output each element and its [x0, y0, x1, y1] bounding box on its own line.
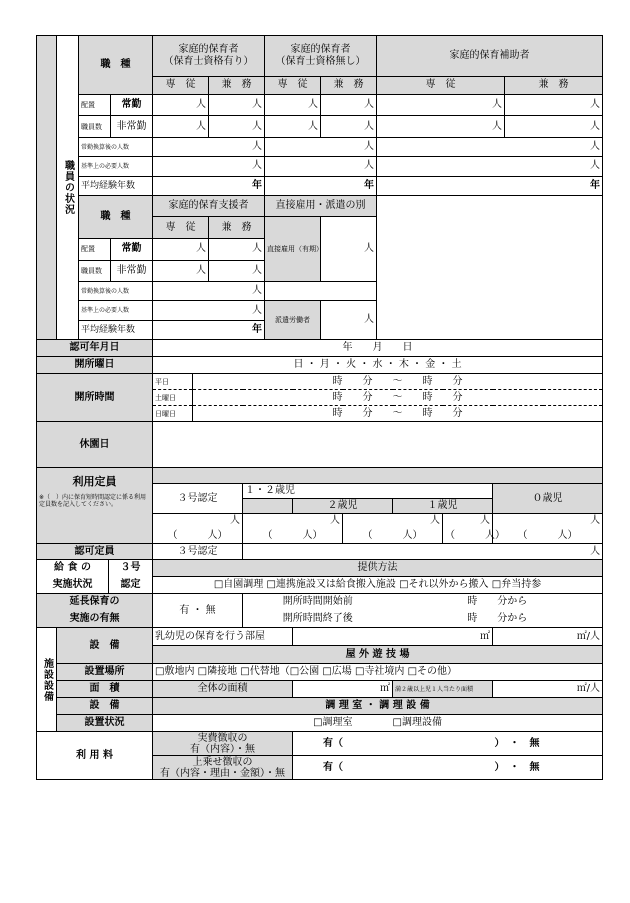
saturday-label: 土曜日: [153, 390, 193, 406]
cell-unit[interactable]: 人: [265, 116, 321, 138]
staff-side-label: 職員の状況: [57, 36, 79, 340]
shokuin-su-label: 職員数: [79, 116, 111, 138]
riyou-teiin-note: ※（ ）内に保育短時間認定に係る利用定員数を記入してください。: [39, 494, 147, 508]
hijokin-label-2: 非常勤: [111, 260, 153, 282]
kyushoku-label-bot: 実施状況: [37, 577, 109, 594]
shisetsu-side-label: 施設設備: [37, 628, 57, 732]
cell-unit-year[interactable]: 年: [153, 176, 265, 195]
teiin-3go-nin[interactable]: 人: [153, 514, 243, 529]
cell-unit[interactable]: 人: [153, 138, 265, 157]
sen-header-3: 専 従: [377, 76, 505, 94]
col-12: １・２歳児: [243, 484, 493, 499]
jokyo-label: 設置状況: [57, 715, 153, 732]
kyushoku-nintei: 認定: [109, 577, 153, 594]
kaisho-youbi-value[interactable]: 日 ・ 月 ・ 火 ・ 水 ・ 木 ・ 金 ・ 土: [153, 357, 603, 374]
kansan-label: 常勤換算後の人数: [79, 138, 153, 157]
jippi-mu[interactable]: ） ・ 無: [493, 732, 603, 756]
cell-unit[interactable]: 人: [505, 94, 603, 116]
info-table: [36, 339, 603, 780]
haken-label: 派遣労働者: [265, 301, 321, 340]
group-header-1: [153, 36, 265, 77]
cell-unit[interactable]: 人: [321, 217, 377, 282]
col-2: ２歳児: [293, 499, 393, 514]
group-2-line1: 家庭的保育者: [290, 43, 351, 55]
cell-unit[interactable]: 人: [321, 116, 377, 138]
encho-umu[interactable]: 有 ・ 無: [153, 594, 243, 628]
riyou-teiin-topgap: [153, 468, 603, 484]
uwanose-mu[interactable]: ） ・ 無: [493, 756, 603, 780]
teiin-0-nin[interactable]: 人: [493, 514, 603, 529]
basho-label: 設置場所: [57, 664, 153, 681]
col-12-gap: [243, 499, 293, 514]
total-area-label: 全体の面積: [153, 681, 293, 698]
group-2-line2: （保育士資格無し）: [275, 55, 366, 67]
riyouryo-label: 利 用 料: [37, 732, 153, 780]
sen-header-1: 専 従: [153, 76, 209, 94]
ken-header-2: 兼 務: [321, 76, 377, 94]
col-1: １歳児: [393, 499, 493, 514]
sunday-label: 日曜日: [153, 406, 193, 422]
riyou-teiin-label: 利用定員: [72, 475, 117, 488]
room-area[interactable]: ㎡: [293, 628, 493, 646]
teiin-12-short[interactable]: （ 人）: [243, 529, 343, 544]
sen-header-2: 専 従: [265, 76, 321, 94]
ken-header-3: 兼 務: [505, 76, 603, 94]
jippi-ari[interactable]: 有（: [293, 732, 493, 756]
ken-header-1: 兼 務: [209, 76, 265, 94]
cell-unit[interactable]: 人: [153, 94, 209, 116]
cell-unit[interactable]: 人: [265, 138, 377, 157]
cell-unit[interactable]: 人: [153, 239, 209, 261]
total-area-value[interactable]: ㎡: [293, 681, 393, 698]
weekday-time[interactable]: 時 分 ～ 時 分: [193, 374, 603, 390]
job-type-header-2: 職 種: [79, 195, 153, 238]
cell-unit[interactable]: 人: [153, 282, 265, 301]
menseki-label: 面 積: [57, 681, 153, 698]
ninka-teiin-sub: ３号認定: [153, 544, 243, 560]
kyuen-value[interactable]: [153, 422, 603, 468]
jokin-label: 常勤: [111, 94, 153, 116]
cell-unit[interactable]: 人: [377, 138, 603, 157]
group-1-line1: 家庭的保育者: [178, 43, 239, 55]
weekday-label: 平日: [153, 374, 193, 390]
hitsuyo-label: 基準上の必要人数: [79, 157, 153, 176]
ninka-teiin-label: 認可定員: [37, 544, 153, 560]
staff-table: [36, 35, 603, 340]
jippi-line2: 有（内容）・無: [190, 743, 256, 755]
encho-after: 開所時間終了後: [243, 611, 393, 628]
encho-label-top: 延長保育の: [37, 594, 153, 611]
support-title: 家庭的保育支援者: [153, 195, 265, 217]
uwanose-ari[interactable]: 有（: [293, 756, 493, 780]
kyuen-label: 休園日: [37, 422, 153, 468]
blank-area: [377, 195, 603, 339]
cell-unit[interactable]: 人: [153, 301, 265, 320]
kyushoku-options[interactable]: □自園調理 □連携施設又は給食搬入施設 □それ以外から搬入 □弁当持参: [153, 577, 603, 594]
jokyo-options[interactable]: □調理室 □調理設備: [153, 715, 603, 732]
cell-unit[interactable]: 人: [505, 116, 603, 138]
cell-unit-year[interactable]: 年: [377, 176, 603, 195]
basho-options[interactable]: □敷地内 □隣接地 □代替地（□公園 □広場 □寺社境内 □その他）: [153, 664, 603, 681]
group-header-2: [265, 36, 377, 77]
room-area-per[interactable]: ㎡/人: [493, 628, 603, 646]
encho-before-val[interactable]: 時 分から: [393, 594, 603, 611]
hitsuyo-label-2: 基準上の必要人数: [79, 301, 153, 320]
okugai-title: 屋 外 遊 技 場: [153, 646, 603, 664]
teiin-2-short[interactable]: （ 人）: [343, 529, 443, 544]
kyushoku-method-title: 提供方法: [153, 560, 603, 577]
jippi-line1: 実費徴収の: [197, 732, 248, 744]
shokuin-su-label-2: 職員数: [79, 260, 111, 282]
cell-unit[interactable]: 人: [377, 94, 505, 116]
chori-title: 調 理 室 ・ 調 理 設 備: [153, 698, 603, 715]
cell-unit-year[interactable]: 年: [153, 320, 265, 339]
teiin-1-nin[interactable]: 人: [443, 514, 493, 529]
job-type-header: 職 種: [79, 36, 153, 95]
col-0: ０歳児: [493, 484, 603, 514]
kansan-label-2: 常勤換算後の人数: [79, 282, 153, 301]
haichi-label-2: 配置: [79, 239, 111, 261]
group-1-line2: （保育士資格有り）: [163, 55, 254, 67]
room-label: 乳幼児の保育を行う部屋: [153, 628, 293, 646]
ninka-teiin-value[interactable]: 人: [243, 544, 603, 560]
jokin-label-2: 常勤: [111, 239, 153, 261]
cell-unit[interactable]: 人: [321, 301, 377, 340]
riyou-teiin-cell: [37, 468, 153, 544]
direct-title: 直接雇用・派遣の別: [265, 195, 377, 217]
cell-unit[interactable]: 人: [209, 239, 265, 261]
cell-unit[interactable]: 人: [321, 94, 377, 116]
setsubi-label-2: 設 備: [57, 698, 153, 715]
staff-side-gray: [37, 36, 57, 340]
cell-unit[interactable]: 人: [153, 116, 209, 138]
uwanose-cell: [153, 756, 293, 780]
kaisho-jikan-label: 開所時間: [37, 374, 153, 422]
cell-unit[interactable]: 人: [209, 260, 265, 282]
kyushoku-label-top: 給 食 の: [37, 560, 109, 577]
haichi-label: 配置: [79, 94, 111, 116]
cell-unit[interactable]: 人: [265, 94, 321, 116]
sunday-time[interactable]: 時 分 ～ 時 分: [193, 406, 603, 422]
hijokin-label: 非常勤: [111, 116, 153, 138]
per-child-value[interactable]: ㎡/人: [493, 681, 603, 698]
col-3go: ３号認定: [153, 484, 243, 514]
jippi-cell: [153, 732, 293, 756]
support-sen: 専 従: [153, 217, 209, 239]
kyushoku-3go: ３号: [109, 560, 153, 577]
per-child-label: 満２歳以上児１人当たり面積: [393, 681, 493, 698]
saturday-time[interactable]: 時 分 ～ 時 分: [193, 390, 603, 406]
teiin-1-short[interactable]: （ 人）: [443, 529, 493, 544]
heikin-label: 平均経験年数: [79, 176, 153, 195]
heikin-label-2: 平均経験年数: [79, 320, 153, 339]
group-header-3: 家庭的保育補助者: [377, 36, 603, 77]
uwanose-line1: 上乗せ徴収の: [192, 756, 253, 768]
setsubi-label-1: 設 備: [57, 628, 153, 664]
cell-unit[interactable]: 人: [153, 157, 265, 176]
cell-unit[interactable]: 人: [265, 157, 377, 176]
teiin-12-nin[interactable]: 人: [243, 514, 343, 529]
encho-after-val[interactable]: 時 分から: [393, 611, 603, 628]
form-frame: [36, 35, 602, 780]
kaisho-youbi-label: 開所曜日: [37, 357, 153, 374]
cell-unit[interactable]: 人: [377, 116, 505, 138]
cell-unit[interactable]: 人: [153, 260, 209, 282]
teiin-2-nin[interactable]: 人: [343, 514, 443, 529]
cell-unit[interactable]: 人: [377, 157, 603, 176]
cell-unit-year[interactable]: 年: [265, 176, 377, 195]
cell-unit[interactable]: 人: [209, 116, 265, 138]
ninka-label: 認可年月日: [37, 340, 153, 357]
encho-label-bot: 実施の有無: [37, 611, 153, 628]
ninka-value[interactable]: 年 月 日: [153, 340, 603, 357]
teiin-0-short[interactable]: （ 人）: [493, 529, 603, 544]
teiin-3go-short[interactable]: （ 人）: [153, 529, 243, 544]
direct-yuki-label: 直接雇用（有期）: [265, 217, 321, 282]
support-ken: 兼 務: [209, 217, 265, 239]
cell-unit[interactable]: 人: [209, 94, 265, 116]
encho-before: 開所時間開始前: [243, 594, 393, 611]
uwanose-line2: 有（内容・理由・金額）・無: [160, 767, 286, 779]
